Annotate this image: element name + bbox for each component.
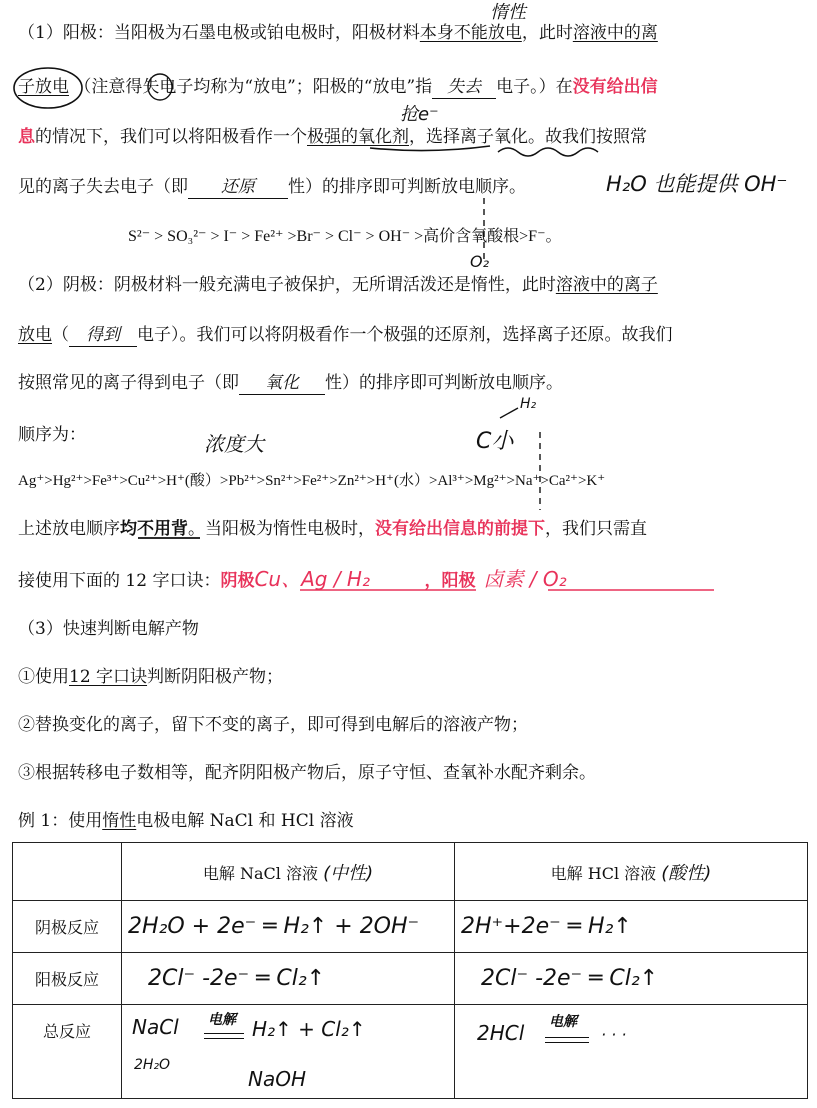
cathode-discharge-order: Ag⁺>Hg²⁺>Fe³⁺>Cu²⁺>H⁺(酸）>Pb²⁺>Sn²⁺>Fe²⁺>Zn²⁺>H⁺(水）>Al³⁺>Mg²⁺>Na⁺>Ca²⁺>K⁺ [18, 473, 606, 489]
table-corner-cell [13, 843, 122, 901]
p1-line-2: 子放电 （注意得失电子均称为“放电”；阳极的“放电”指 失去 电子。）在没有给出信 [18, 77, 658, 97]
p1-line-4: 见的离子失去电子（即 还原 性）的排序即可判断放电顺序。 [18, 177, 526, 197]
p3-step-2: ②替换变化的离子，留下不变的离子，即可得到电解后的溶液产物； [18, 715, 528, 735]
handwritten-conc-big: 浓度大 [204, 432, 264, 456]
anode-discharge-order: S²⁻ > SO₃²⁻ > I⁻ > Fe²⁺ >Br⁻ > Cl⁻ > OH⁻ >高价含氧酸根>F⁻。 [128, 228, 562, 245]
p2-line-2: 放电（ 得到 电子）。我们可以将阴极看作一个极强的还原剂，选择离子还原。故我们 [18, 325, 673, 345]
p3-title: （3）快速判断电解产物 [18, 619, 199, 639]
row-anode-label: 阳极反应 [13, 953, 122, 1005]
p3-step-3: ③根据转移电子数相等，配齐阴阳极产物后，原子守恒、查氧补水配齐剩余。 [18, 763, 596, 783]
nacl-cathode-cell: 2H₂O + 2e⁻ ═ H₂↑ + 2OH⁻ [122, 901, 455, 953]
hcl-total-cell: 2HCl 电解 · · · [455, 1005, 808, 1099]
p2-line-1: （2）阴极：阴极材料一般充满电子被保护，无所谓活泼还是惰性，此时溶液中的离子 [18, 275, 658, 295]
hcl-anode-cell: 2Cl⁻ -2e⁻ ═ Cl₂↑ [455, 953, 808, 1005]
p2-line-3: 按照常见的离子得到电子（即 氧化 性）的排序即可判断放电顺序。 [18, 373, 563, 393]
hcl-cathode-cell: 2H⁺+2e⁻ ═ H₂↑ [455, 901, 808, 953]
table-row [13, 901, 808, 953]
wavy-underline [498, 148, 598, 156]
p2-line-6: 接使用下面的 12 字口诀：阴极Cu、Ag / H₂ ，阳极 卤素 / O₂ [18, 567, 567, 591]
p2-line-4: 顺序为： [18, 425, 86, 445]
p1-line-1: （1）阳极：当阳极为石墨电极或铂电极时，阳极材料本身不能放电，此时溶液中的离 [18, 23, 658, 43]
table-row [13, 953, 808, 1005]
row-cathode-label: 阴极反应 [13, 901, 122, 953]
p1-line-3: 息的情况下，我们可以将阳极看作一个极强的氧化剂，选择离子氧化。故我们按照常 [18, 127, 647, 147]
example-table [12, 842, 808, 1099]
row-total-label: 总反应 [13, 1005, 122, 1099]
handwritten-h2o-note: H₂O 也能提供 OH⁻ [606, 172, 788, 196]
handwritten-inert: 惰性 [490, 2, 526, 23]
p3-step-1: ①使用12 字口诀判断阴阳极产物； [18, 667, 284, 687]
col-nacl-header: 电解 NaCl 溶液 (中性) [122, 843, 455, 901]
handwritten-h2: H₂ [520, 396, 537, 412]
nacl-anode-cell: 2Cl⁻ -2e⁻ ═ Cl₂↑ [122, 953, 455, 1005]
nacl-total-cell: NaCl 电解 H₂↑ + Cl₂↑ 2H₂O NaOH [122, 1005, 455, 1099]
example-title: 例 1：使用惰性电极电解 NaCl 和 HCl 溶液 [18, 811, 354, 831]
p2-line-5: 上述放电顺序均不用背。当阳极为惰性电极时，没有给出信息的前提下，我们只需直 [18, 519, 647, 539]
col-hcl-header: 电解 HCl 溶液 (酸性) [455, 843, 808, 901]
table-row [13, 843, 808, 901]
handwritten-o2: O₂ [470, 252, 490, 271]
handwritten-c-small: C小 [476, 429, 514, 454]
table-row [13, 1005, 808, 1099]
handwritten-grab-e: 抢e⁻ [400, 104, 439, 125]
arrow-mark [500, 408, 518, 418]
